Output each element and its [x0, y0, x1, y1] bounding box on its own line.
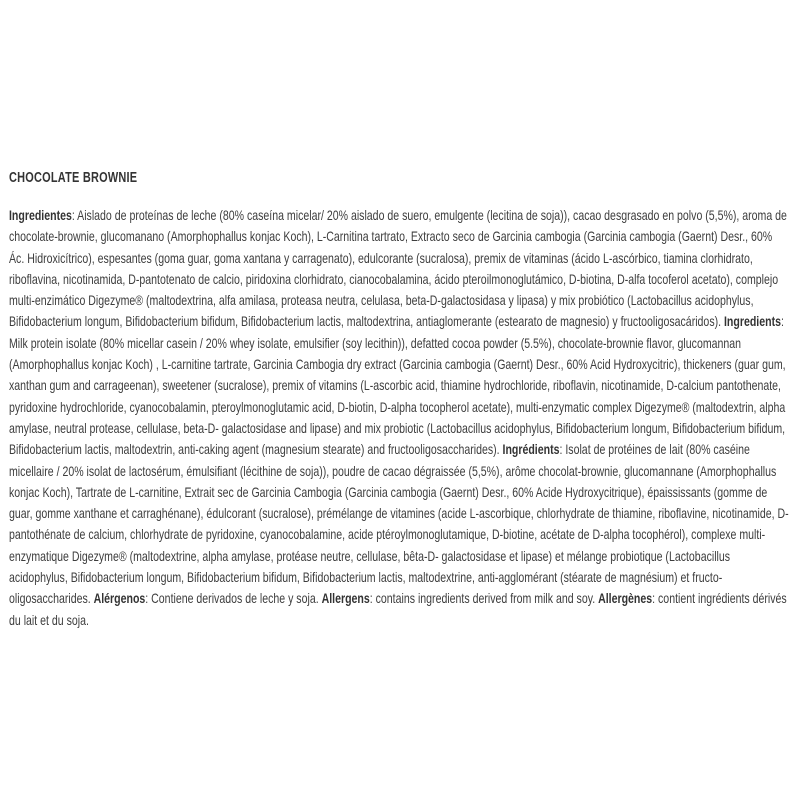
- allergens-label-en: Allergens: [321, 590, 370, 607]
- ingredients-label-fr: Ingrédients: [502, 441, 560, 458]
- allergens-label-fr: Allergènes: [598, 590, 653, 607]
- allergens-text-es: : Contiene derivados de leche y soja.: [145, 590, 322, 607]
- ingredients-text-en: : Milk protein isolate (80% micellar casein / 20% whey isolate, emulsifier (soy lecithin)), defatted cocoa powder (5.5%), chocolate-brownie flavor, glucomannan (Amorphophallus konjac Koch) , L-carnitine tartrate, Garcinia Cambogia dry extract (Garcinia cambogia (Gaernt) Desr., 60% Acid Hydroxycitric), thickeners (guar gum, xanthan gum and carrageenan), sweetener (sucralose), premix of vitamins (L-ascorbic acid, thiamine hydrochloride, riboflavin, nicotinamide, D-calcium pantothenate, pyridoxine hydrochloride, cyanocobalamin, pteroylmonoglutamic acid, D-biotin, D-alpha tocopherol acetate), multi-enzymatic complex Digezyme® (maltodextrin, alpha amylase, neutral protease, cellulase, beta-D- galactosidase and lipase) and mix probiotic (Lactobacillus acidophylus, Bifidobacterium longum, Bifidobacterium bifidum, Bifidobacterium lactis, maltodextrin, anti-caking agent (magnesium stearate) and fructooligosaccharides).: [9, 313, 786, 458]
- allergens-text-en: : contains ingredients derived from milk and soy.: [369, 590, 599, 607]
- ingredients-label-en: Ingredients: [723, 313, 781, 330]
- ingredients-paragraph: [9, 205, 790, 631]
- ingredients-label-es: Ingredientes: [9, 207, 72, 223]
- ingredients-text-fr: : Isolat de protéines de lait (80% caséine micellaire / 20% isolat de lactosérum, émulsifiant (lécithine de soja)), poudre de cacao dégraissée (5,5%), arôme chocolat-brownie, glucomannane (Amorphophallus konjac Koch), Tartrate de L-carnitine, Extrait sec de Garcinia Cambogia (Garcinia cambogia (Gaernt) Desr., 60% Acide Hydroxycitrique), épaississants (gomme de guar, gomme xanthane et carraghénane), édulcorant (sucralose), prémélange de vitamines (acide L-ascorbique, chlorhydrate de thiamine, riboflavine, nicotinamide, D- pantothénate de calcium, chlorhydrate de pyridoxine, cyanocobalamine, acide ptéroylmonoglutamique, D-biotine, acétate de D-alpha tocophérol), complexe multi-enzymatique Digezyme® (maltodextrine, alpha amylase, protéase neutre, cellulase, bêta-D- galactosidase et lipase) et mélange probiotique (Lactobacillus acidophylus, Bifidobacterium longum, Bifidobacterium bifidum, Bifidobacterium lactis, maltodextrine, anti-agglomérant (stéarate de magnésium) et fructo-oligosaccharides.: [9, 441, 789, 607]
- allergens-text-fr: : contient ingrédients dérivés du lait et du soja.: [9, 590, 787, 628]
- ingredients-text-es: : Aislado de proteínas de leche (80% caseína micelar/ 20% aislado de suero, emulgente (lecitina de soja)), cacao desgrasado en polvo (5,5%), aroma de chocolate-brownie, glucomanano (Amorphophallus konjac Koch), L-Carnitina tartrato, Extracto seco de Garcinia cambogia (Garcinia cambogia (Gaernt) Desr., 60% Ác. Hidroxicítrico), espesantes (goma guar, goma xantana y carragenato), edulcorante (sucralosa), premix de vitaminas (ácido L-ascórbico, tiamina clorhidrato, riboflavina, nicotinamida, D-pantotenato de calcio, piridoxina clorhidrato, cianocobalamina, ácido pteroilmonoglutámico, D-biotina, D-alfa tocoferol acetato), complejo multi-enzimático Digezyme® (maltodextrina, alfa amilasa, proteasa neutra, celulasa, beta-D-galactosidasa y lipasa) y mix probiótico (Lactobacillus acidophylus, Bifidobacterium longum, Bifidobacterium bifidum, Bifidobacterium lactis, maltodextrina, antiaglomerante (estearato de magnesio) y fructooligosacáridos).: [9, 207, 787, 330]
- allergens-label-es: Alérgenos: [93, 590, 146, 607]
- label-content: [9, 171, 790, 631]
- product-title: CHOCOLATE BROWNIE: [9, 170, 138, 186]
